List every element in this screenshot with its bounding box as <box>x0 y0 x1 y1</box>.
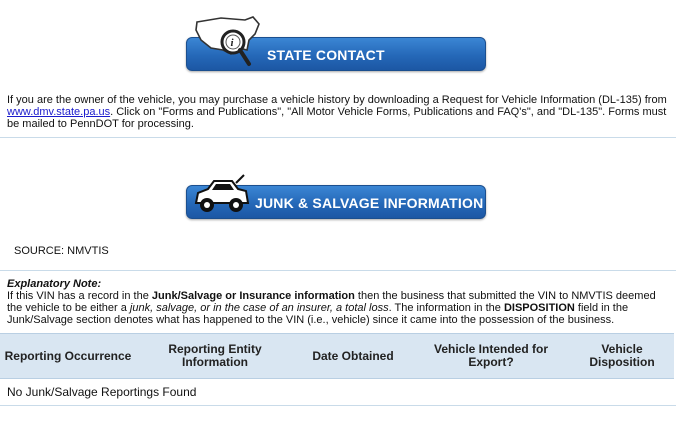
no-results-message: No Junk/Salvage Reportings Found <box>7 385 197 399</box>
svg-text:i: i <box>230 37 234 49</box>
col-reporting-entity: Reporting Entity Information <box>136 334 294 379</box>
col-export: Vehicle Intended for Export? <box>412 334 570 379</box>
state-contact-paragraph <box>7 94 667 130</box>
state-contact-text-2: . Click on "Forms and Publications", "All Motor Vehicle Forms, Publications and FAQ's", and "DL-135". Forms must be mailed to PennDOT for processing. <box>7 106 667 130</box>
note-text-2: then the business that submitted the VIN to NMVTIS deemed the vehicle to be either a <box>7 290 656 314</box>
state-contact-banner-label: STATE CONTACT INFORMATION <box>267 47 385 97</box>
table-header-row <box>0 334 674 379</box>
junk-salvage-table <box>0 333 674 379</box>
note-italic: junk, salvage, or in the case of an insurer, a total loss <box>129 302 389 314</box>
note-text-1: If this VIN has a record in the <box>7 290 152 302</box>
note-bold-1: Junk/Salvage or Insurance information <box>151 290 355 302</box>
tow-truck-car-icon <box>192 173 252 217</box>
note-title: Explanatory Note: <box>7 278 102 290</box>
note-text-3: . The information in the <box>388 302 504 314</box>
usa-map-info-icon <box>193 14 269 72</box>
note-text-4: field in the Junk/Salvage section denotes what has happened to the VIN (i.e., vehicle) since it came into the possession of the business. <box>7 302 629 326</box>
divider-2 <box>0 270 676 271</box>
note-body <box>7 290 667 326</box>
state-contact-text: If you are the owner of the vehicle, you may purchase a vehicle history by downloading a Request for Vehicle Information (DL-135) from <box>7 94 667 106</box>
explanatory-note <box>7 278 667 326</box>
divider <box>0 137 676 138</box>
divider-3 <box>0 405 676 406</box>
junk-salvage-banner-label: JUNK & SALVAGE INFORMATION <box>255 195 484 211</box>
source-label: SOURCE: NMVTIS <box>14 245 109 257</box>
col-disposition: Vehicle Disposition <box>570 334 674 379</box>
note-bold-2: DISPOSITION <box>503 302 575 314</box>
col-date-obtained: Date Obtained <box>294 334 412 379</box>
dmv-link[interactable]: www.dmv.state.pa.us <box>7 106 111 118</box>
col-reporting-occurrence: Reporting Occurrence <box>0 334 136 379</box>
